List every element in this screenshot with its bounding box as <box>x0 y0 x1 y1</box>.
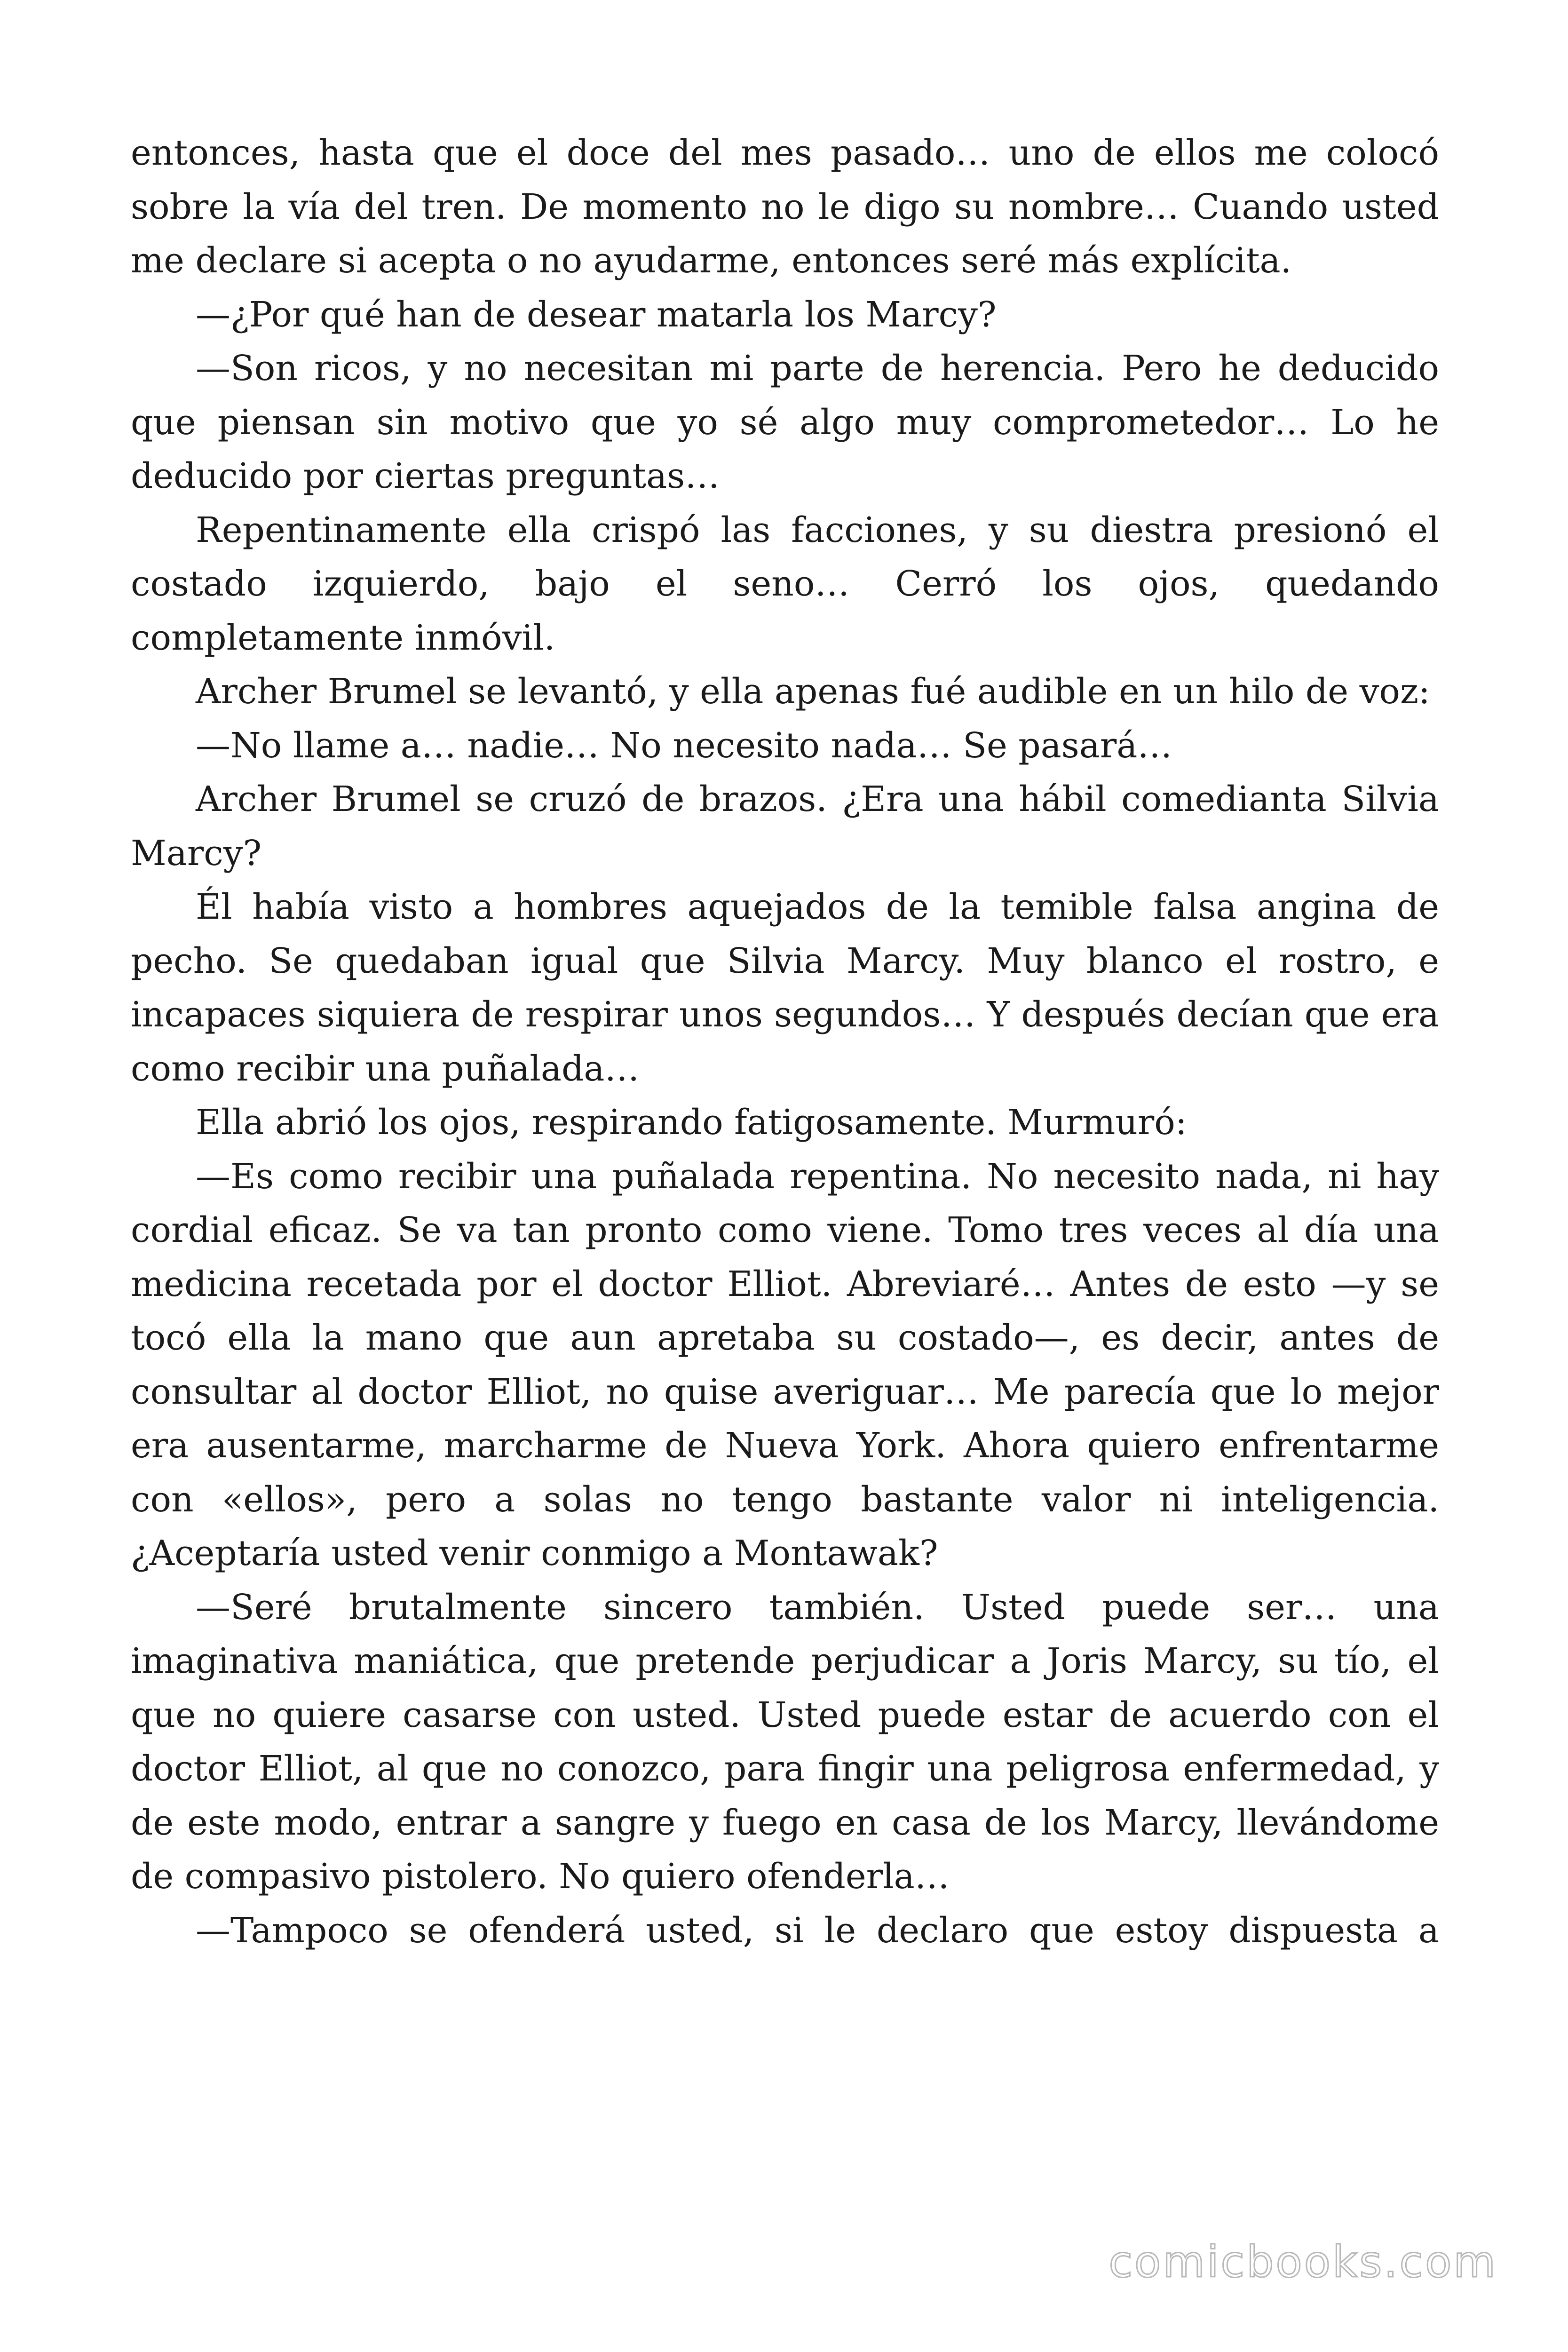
paragraph: —No llame a… nadie… No necesito nada… Se pasará… <box>196 725 1172 766</box>
paragraph: Ella abrió los ojos, respirando fatigosamente. Murmuró: <box>196 1102 1187 1143</box>
paragraph: —Es como recibir una puñalada repentina. No necesito nada, ni hay cordial eficaz. Se va tan pronto como viene. Tomo tres veces al día una medicina recetada por el doctor Elliot. Abreviaré… Antes de esto —y se tocó ella la mano que aun apretaba su costado—, es decir, antes de consultar al doctor Elliot, no quise averiguar… Me parecía que lo mejor era ausentarme, marcharme de Nueva York. Ahora quiero enfrentarme con «ellos», pero a solas no tengo bastante valor ni inteligencia. ¿Aceptaría usted venir conmigo a Montawak? <box>131 1156 1439 1573</box>
paragraph: Archer Brumel se cruzó de brazos. ¿Era una hábil comedianta Silvia Marcy? <box>131 779 1439 874</box>
paragraph: —Son ricos, y no necesitan mi parte de herencia. Pero he deducido que piensan sin motivo que yo sé algo muy comprometedor… Lo he deducido por ciertas preguntas… <box>131 348 1439 496</box>
paragraph: Él había visto a hombres aquejados de la temible falsa angina de pecho. Se quedaban igual que Silvia Marcy. Muy blanco el rostro, e incapaces siquiera de respirar unos segundos… Y después decían que era como recibir una puñalada… <box>131 887 1439 1089</box>
paragraph: entonces, hasta que el doce del mes pasado… uno de ellos me colocó sobre la vía del tren. De momento no le digo su nombre… Cuando usted me declare si acepta o no ayudarme, entonces seré más explícita. <box>131 133 1439 281</box>
paragraph: —¿Por qué han de desear matarla los Marcy? <box>196 294 997 335</box>
paragraph: —Seré brutalmente sincero también. Usted puede ser… una imaginativa maniática, que pretende perjudicar a Joris Marcy, su tío, el que no quiere casarse con usted. Usted puede estar de acuerdo con el doctor Elliot, al que no conozco, para fingir una peligrosa enfermedad, y de este modo, entrar a sangre y fuego en casa de los Marcy, llevándome de compasivo pistolero. No quiero ofenderla… <box>131 1587 1439 1897</box>
paragraph-continued: —Tampoco se ofenderá usted, si le declaro que estoy dispuesta a <box>196 1910 1439 1951</box>
book-page-text <box>131 126 1439 1957</box>
watermark: comicbooks.com <box>1109 2237 1497 2287</box>
paragraph: Repentinamente ella crispó las facciones, y su diestra presionó el costado izquierdo, bajo el seno… Cerró los ojos, quedando completamente inmóvil. <box>131 509 1439 658</box>
paragraph: Archer Brumel se levantó, y ella apenas fué audible en un hilo de voz: <box>196 671 1430 712</box>
